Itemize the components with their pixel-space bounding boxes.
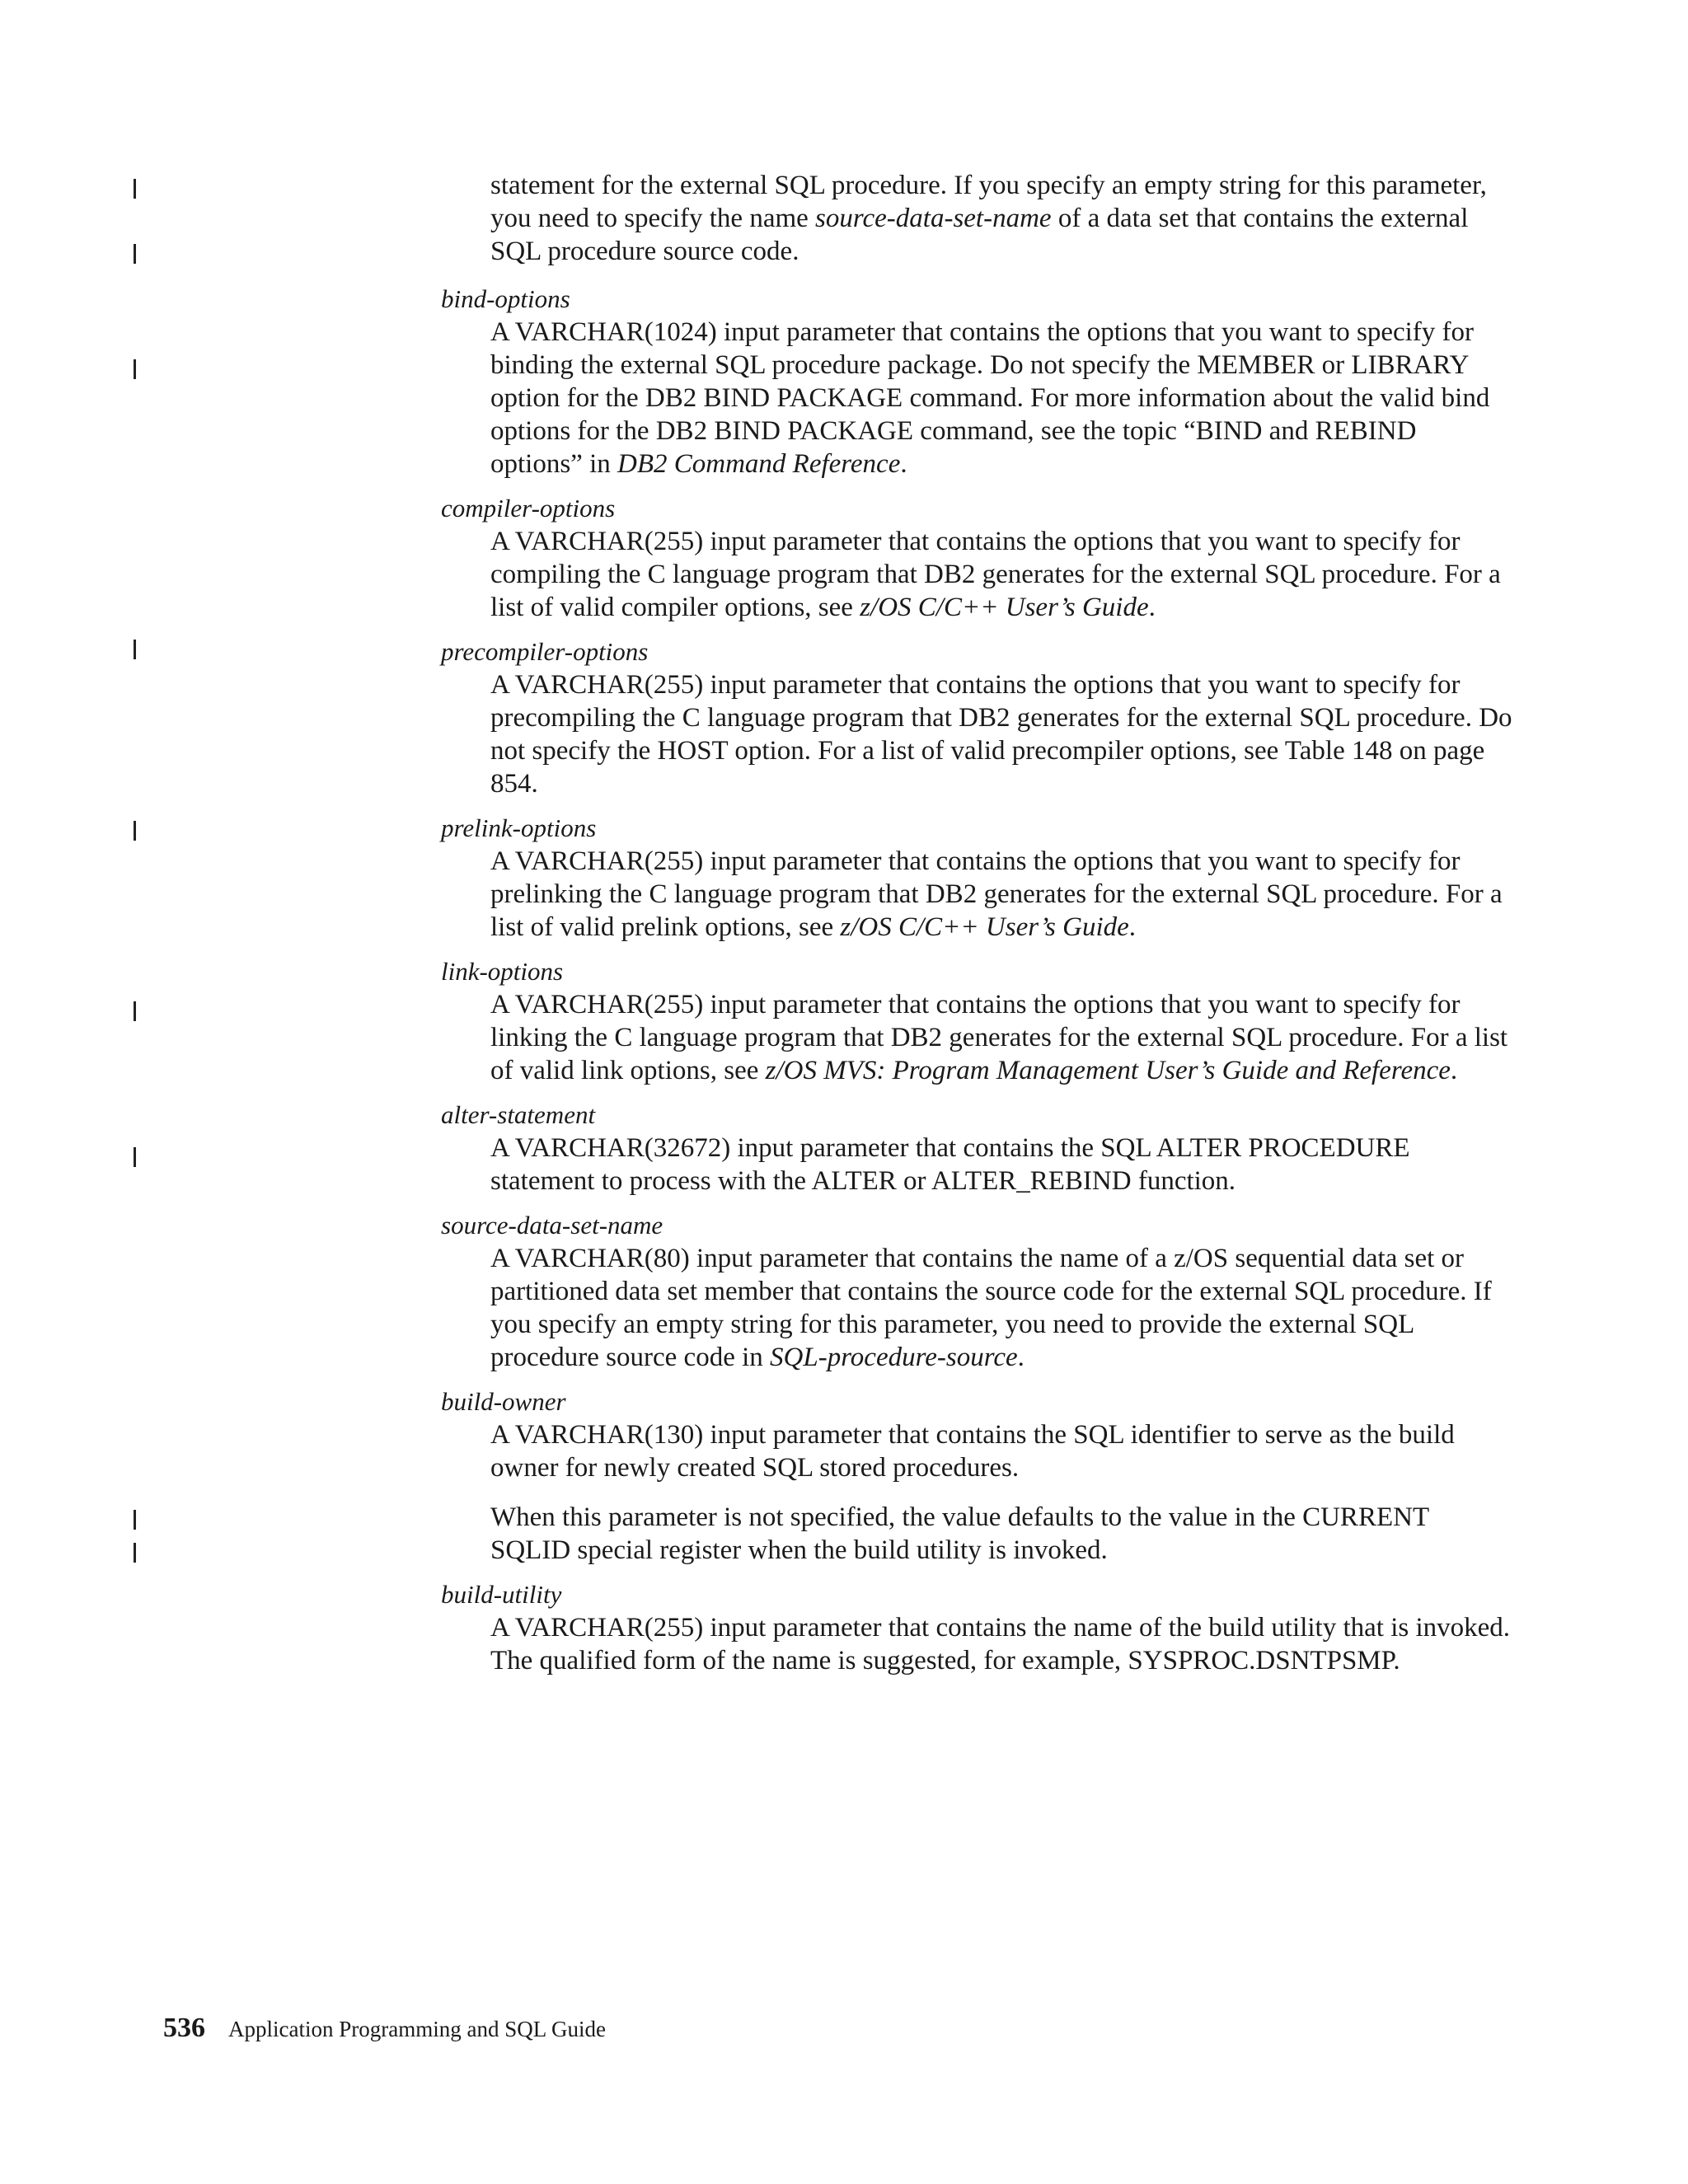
- parameter-entry: [441, 635, 1512, 800]
- description-paragraph: A VARCHAR(255) input parameter that contains the options that you want to specify for precompiling the C language program that DB2 generates for the external SQL procedure. Do not specify the HOST option. For a list of valid precompiler options, see Table 148 on page 854.: [490, 670, 1512, 799]
- revision-bar: [134, 1147, 136, 1167]
- revision-bar: [134, 640, 136, 659]
- parameter-list: [441, 283, 1512, 1677]
- parameter-term: precompiler-options: [441, 637, 649, 666]
- book-title: Application Programming and SQL Guide: [228, 2017, 606, 2041]
- revision-bar: [134, 244, 136, 264]
- revision-bar: [134, 1510, 136, 1530]
- parameter-entry: [441, 812, 1512, 944]
- revision-bar: [134, 179, 136, 199]
- page-number: 536: [163, 2013, 205, 2043]
- description-paragraph: A VARCHAR(1024) input parameter that contains the options that you want to specify for binding the external SQL procedure package. Do not specify the MEMBER or LIBRARY option for the DB2 BIND PACKAGE command. For more information about the valid bind options for the DB2 BIND PACKAGE command, see the topic “BIND and REBIND options” in DB2 Command Reference.: [490, 317, 1490, 479]
- parameter-term: bind-options: [441, 284, 570, 313]
- parameter-description: [490, 845, 1512, 944]
- parameter-entry: [441, 283, 1512, 480]
- description-paragraph: A VARCHAR(255) input parameter that contains the name of the build utility that is invoked. The qualified form of the name is suggested, for example, SYSPROC.DSNTPSMP.: [490, 1613, 1511, 1675]
- parameter-entry: [441, 492, 1512, 624]
- parameter-description: [490, 1418, 1512, 1567]
- parameter-entry: [441, 1099, 1512, 1197]
- description-paragraph: A VARCHAR(255) input parameter that contains the options that you want to specify for compiling the C language program that DB2 generates for the external SQL procedure. For a list of valid compiler options, see z/OS C/C++ User’s Guide.: [490, 527, 1501, 622]
- parameter-term: build-utility: [441, 1580, 562, 1609]
- parameter-term: prelink-options: [441, 813, 597, 842]
- parameter-entry: [441, 1385, 1512, 1567]
- description-paragraph: A VARCHAR(255) input parameter that contains the options that you want to specify for prelinking the C language program that DB2 generates for the external SQL procedure. For a list of valid prelink options, see z/OS C/C++ User’s Guide.: [490, 846, 1503, 942]
- page-footer: [163, 2013, 606, 2044]
- main-content: [441, 169, 1512, 1689]
- parameter-description: [490, 1242, 1512, 1374]
- parameter-description: [490, 316, 1512, 480]
- description-paragraph: When this parameter is not specified, the value defaults to the value in the CURRENT SQLID special register when the build utility is invoked.: [490, 1502, 1429, 1565]
- parameter-entry: [441, 955, 1512, 1087]
- description-paragraph: A VARCHAR(255) input parameter that contains the options that you want to specify for linking the C language program that DB2 generates for the external SQL procedure. For a list of valid link options, see z/OS MVS: Program Management User’s Guide and Reference.: [490, 990, 1508, 1085]
- parameter-description: [490, 988, 1512, 1087]
- parameter-term: compiler-options: [441, 494, 616, 523]
- parameter-description: [490, 525, 1512, 624]
- description-paragraph: A VARCHAR(32672) input parameter that contains the SQL ALTER PROCEDURE statement to process with the ALTER or ALTER_REBIND function.: [490, 1133, 1410, 1196]
- revision-bar: [134, 821, 136, 841]
- continuation-paragraph: statement for the external SQL procedure. If you specify an empty string for this parameter, you need to specify the name source-data-set-name of a data set that contains the external SQL procedure source code.: [490, 171, 1487, 266]
- revision-bar: [134, 1001, 136, 1021]
- revision-bar: [134, 1543, 136, 1563]
- parameter-term: alter-statement: [441, 1100, 596, 1129]
- parameter-term: source-data-set-name: [441, 1211, 663, 1240]
- parameter-description: [490, 1611, 1512, 1677]
- revision-bars: [0, 0, 165, 2184]
- parameter-entry: [441, 1209, 1512, 1374]
- description-paragraph: A VARCHAR(130) input parameter that contains the SQL identifier to serve as the build owner for newly created SQL stored procedures.: [490, 1420, 1455, 1483]
- description-paragraph: A VARCHAR(80) input parameter that contains the name of a z/OS sequential data set or partitioned data set member that contains the source code for the external SQL procedure. If you specify an empty string for this parameter, you need to provide the external SQL procedure source code in SQL-procedure-source.: [490, 1244, 1492, 1372]
- revision-bar: [134, 359, 136, 379]
- parameter-description: [490, 668, 1512, 800]
- parameter-term: link-options: [441, 957, 564, 986]
- parameter-term: build-owner: [441, 1387, 566, 1416]
- parameter-description: [490, 1132, 1512, 1197]
- parameter-entry: [441, 1578, 1512, 1677]
